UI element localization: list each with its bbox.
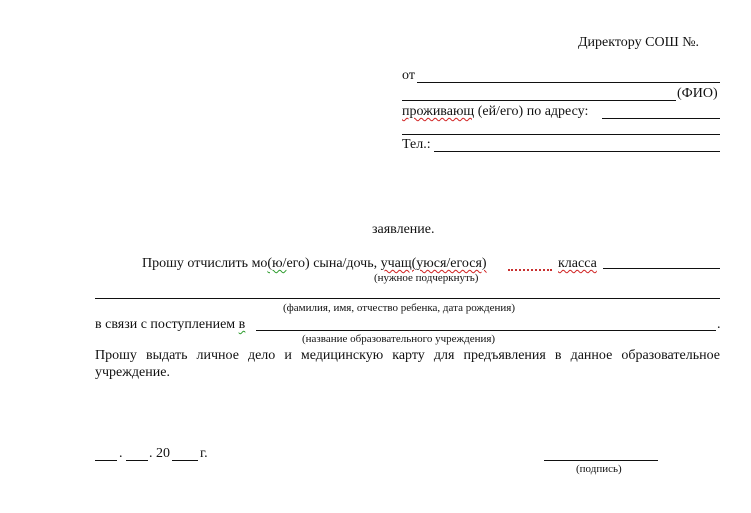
from-name-field[interactable] xyxy=(417,82,720,83)
address-field-1[interactable] xyxy=(602,118,720,119)
grammar-mark-v: в xyxy=(238,317,246,332)
enrollment-label xyxy=(95,317,245,333)
class-field[interactable] xyxy=(603,268,720,269)
fio-field[interactable] xyxy=(402,100,676,101)
grade-field[interactable] xyxy=(508,269,552,271)
addressee: Директору СОШ №. xyxy=(578,35,700,50)
hint-child: (фамилия, имя, отчество ребенка, дата рождения) xyxy=(283,302,516,314)
class-word: класса xyxy=(558,256,597,271)
hint-underline: (нужное подчеркнуть) xyxy=(374,272,479,284)
phone-field[interactable] xyxy=(434,151,720,152)
child-name-field[interactable] xyxy=(95,298,720,299)
enrollment-end: . xyxy=(717,317,721,332)
date-year-suffix: г. xyxy=(200,446,208,461)
date-century: 20 xyxy=(156,446,170,461)
request-part2: его) сына/дочь, xyxy=(286,256,381,271)
request-mo: мо xyxy=(251,256,268,271)
request-paragraph: Прошу выдать личное дело и медицинскую карту для предъявления в данное образовательное учреждение. xyxy=(95,348,720,380)
residing-label xyxy=(402,104,588,120)
date-month-field[interactable] xyxy=(126,460,148,461)
signature-hint: (подпись) xyxy=(576,463,622,475)
signature-field[interactable] xyxy=(544,460,658,461)
fio-label: (ФИО) xyxy=(677,86,718,101)
date-day-field[interactable] xyxy=(95,460,117,461)
document-title: заявление. xyxy=(372,222,435,237)
address-field-2[interactable] xyxy=(402,134,720,135)
request-line xyxy=(142,256,487,272)
date-year-field[interactable] xyxy=(172,460,198,461)
from-label: от xyxy=(402,68,415,83)
phone-label: Тел.: xyxy=(402,137,431,152)
spellcheck-mark: проживающ xyxy=(402,104,475,119)
hint-institution: (название образовательного учреждения) xyxy=(302,333,496,345)
institution-field[interactable] xyxy=(256,330,716,331)
residing-suffix: (ей/его) по адресу: xyxy=(474,104,589,119)
class-label xyxy=(558,256,597,272)
date-dot-1: . xyxy=(119,446,123,461)
date-dot-2: . xyxy=(149,446,153,461)
enrollment-prefix: в связи с поступлением xyxy=(95,317,239,332)
grammar-mark: (ю/ xyxy=(267,256,287,271)
spellcheck-mark-student: учащ(уюся/егося) xyxy=(380,256,487,271)
request-part1: Прошу отчислить xyxy=(142,256,252,271)
